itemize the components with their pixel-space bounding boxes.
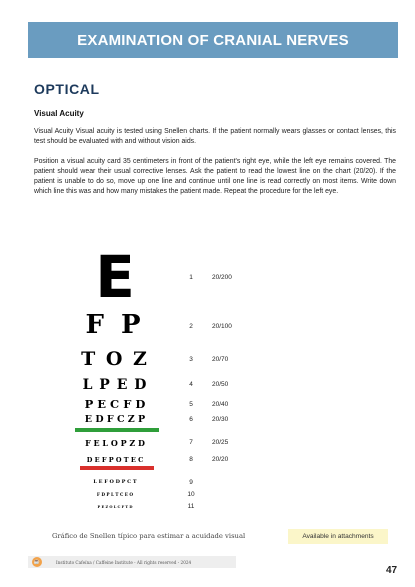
acuity-value: 20/25 xyxy=(212,439,229,446)
footer xyxy=(28,556,236,568)
chart-line-1: E xyxy=(95,243,135,311)
paragraph: Position a visual acuity card 35 centimeters in front of the patient's right eye, while the left eye remains covered. The patient should wear their usual corrective lenses. Ask the patient to read the lowest line on the chart (20/20). If the patient is unable to do so, move up one line and continue until one line is read correctly on most items. Write down which line this was and how many mistakes the patient made. Repeat the procedure for the left eye. xyxy=(34,158,396,195)
line-number: 4 xyxy=(189,381,193,388)
section-title: OPTICAL xyxy=(34,81,100,97)
chart-line-2: F P xyxy=(85,310,145,340)
line-number: 8 xyxy=(189,456,193,463)
acuity-value: 20/20 xyxy=(212,456,229,463)
document-title: EXAMINATION OF CRANIAL NERVES xyxy=(77,31,349,49)
page-number: 47 xyxy=(386,565,398,576)
snellen-chart xyxy=(0,240,415,530)
line-number: 1 xyxy=(189,274,193,281)
line-number: 5 xyxy=(189,401,193,408)
line-number: 2 xyxy=(189,323,193,330)
red-bar xyxy=(80,466,154,470)
chart-line-3: T O Z xyxy=(81,348,149,370)
subheading: Visual Acuity xyxy=(34,109,84,118)
acuity-value: 20/70 xyxy=(212,356,229,363)
chart-line-7: F E L O P Z D xyxy=(85,438,145,448)
line-number: 10 xyxy=(187,491,195,498)
line-number: 7 xyxy=(189,439,193,446)
attachment-badge[interactable]: Available in attachments xyxy=(288,529,388,544)
figure-caption: Gráfico de Snellen típico para estimar a acuidade visual xyxy=(52,532,246,540)
line-number: 9 xyxy=(189,479,193,486)
acuity-value: 20/100 xyxy=(212,323,232,330)
chart-line-5: P E C F D xyxy=(84,397,146,411)
chart-line-6: E D F C Z P xyxy=(84,414,146,425)
acuity-value: 20/200 xyxy=(212,274,232,281)
line-number: 11 xyxy=(187,503,195,510)
chart-line-4: L P E D xyxy=(82,377,148,393)
paragraph: Visual Acuity Visual acuity is tested using Snellen charts. If the patient normally wears glasses or contact lenses, this test should be evaluated with and without vision aids. xyxy=(34,128,396,145)
footer-text: Instituto Cafeína / Caffeine Institute - All rights reserved - 2024 xyxy=(56,559,192,565)
green-bar xyxy=(75,428,159,432)
header-band xyxy=(28,22,398,58)
line-number: 3 xyxy=(189,356,193,363)
chart-line-11: P E Z O L C F T D xyxy=(97,505,133,509)
chart-line-9: L E F O D P C T xyxy=(93,479,137,485)
acuity-value: 20/40 xyxy=(212,401,229,408)
chart-line-10: F D P L T C E O xyxy=(96,492,134,497)
acuity-value: 20/30 xyxy=(212,416,229,423)
institute-logo-icon: ☕ xyxy=(33,559,41,565)
acuity-value: 20/50 xyxy=(212,381,229,388)
line-number: 6 xyxy=(189,416,193,423)
chart-line-8: D E F P O T E C xyxy=(86,456,144,464)
